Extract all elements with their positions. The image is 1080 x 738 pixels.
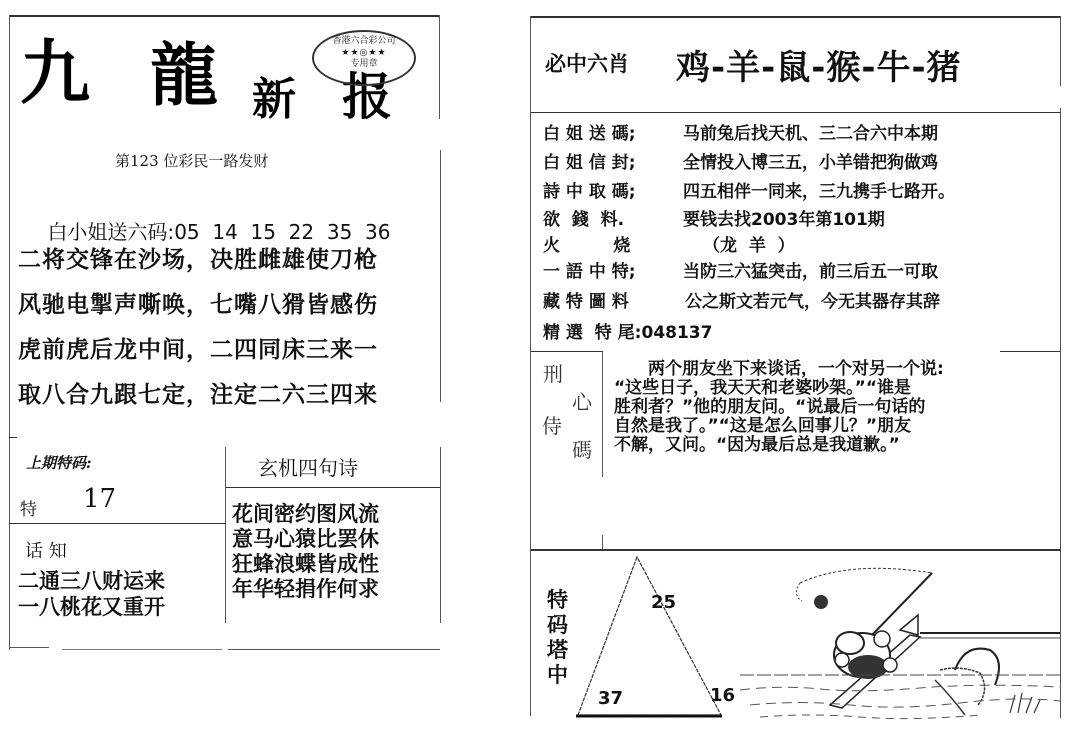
heart-code-divider-low [602, 535, 603, 549]
right-right-border [1060, 108, 1061, 718]
story-line-4: 自然是我了。”“这是怎么回事儿？”朋友 [614, 416, 912, 436]
heart-label-char-2: 心 [572, 390, 592, 414]
last-special-label: 上期特码: [26, 454, 92, 472]
mystery-poem-line-3: 狂蜂浪蝶皆成性 [232, 552, 379, 576]
info-label-4: 欲 錢 料. [543, 210, 625, 230]
notice-line-2: 一八桃花又重开 [18, 595, 165, 619]
heart-label-char-3: 侍 [542, 414, 562, 438]
lower-right-border [440, 447, 441, 623]
subtitle: 第123 位彩民一路发财 [115, 152, 269, 170]
tower-top-number: 25 [651, 592, 677, 613]
lower-divider [225, 447, 226, 623]
heart-label-char-1: 刑 [543, 362, 563, 386]
info-text-6: 当防三六猛突击，前三后五一可取 [683, 262, 938, 282]
info-label-3: 詩 中 取 碼; [543, 182, 636, 202]
tower-label: 特码塔中 [547, 588, 568, 687]
stamp-top-text: 香港六合彩公司 [332, 36, 396, 46]
tower-top-border [531, 549, 1061, 551]
masthead-char-3: 新 [252, 74, 296, 125]
six-zodiac-list: 鸡-羊-鼠-猴-牛-猪 [676, 48, 962, 88]
info-text-5: （龙 羊 ） [703, 236, 795, 256]
mystery-poem-line-2: 意马心猿比罢休 [232, 527, 379, 551]
info-row-3 [543, 177, 955, 202]
poem-line-4: 取八合九跟七定，注定二六三四来 [18, 382, 378, 408]
info-row-2 [543, 148, 938, 173]
info-row-4 [543, 205, 885, 230]
story-line-2: “这些日子，我天天和老婆吵架。”“谁是 [614, 378, 912, 398]
poem-line-1: 二将交锋在沙场，决胜雌雄使刀枪 [18, 247, 378, 273]
mystery-poem-line-4: 年华轻捐作何求 [232, 577, 379, 601]
story-line-3: 胜利者？”他的朋友问。“说最后一句话的 [614, 397, 926, 417]
left-right-border-top [439, 15, 440, 119]
heart-label-char-4: 碼 [572, 438, 592, 462]
info-text-7: 公之斯文若元气，今无其器存其辞 [685, 292, 940, 312]
last-special-underline [9, 523, 226, 524]
six-codes-label: 白小姐送六码: [47, 220, 175, 244]
info-text-8: 048137 [641, 323, 713, 343]
info-text-1: 马前兔后找天机、三二合六中本期 [683, 124, 938, 144]
header-divider [531, 112, 1061, 113]
bottom-border-b [62, 649, 222, 650]
info-label-7: 藏 特 圖 料 [543, 292, 629, 312]
right-top-border [531, 16, 1061, 18]
pyramid-triangle-icon [574, 555, 724, 720]
fisherman-cartoon-illustration [740, 555, 1060, 720]
bottom-border-a [9, 647, 49, 648]
info-row-6 [543, 257, 938, 282]
info-text-4: 要钱去找2003年第101期 [683, 210, 885, 230]
info-text-3: 四五相伴一同来，三九携手七路开。 [683, 182, 955, 202]
masthead-char-1: 九 [20, 31, 90, 114]
info-text-2: 全情投入博三五，小羊错把狗做鸡 [683, 153, 938, 173]
story-line-1: 两个朋友坐下来谈话，一个对另一个说: [614, 359, 944, 379]
poem-line-2: 风驰电掣声嘶唤，七嘴八猾皆感伤 [18, 292, 378, 318]
poem-line-3: 虎前虎后龙中间，二四同床三来一 [18, 337, 378, 363]
mystery-title-underline [226, 487, 440, 488]
info-label-1: 白 姐 送 碼; [543, 124, 636, 144]
mystery-poem-line-1: 花间密约图风流 [232, 502, 379, 526]
info-label-2: 白 姐 信 封; [543, 153, 636, 173]
masthead-char-4: 报 [342, 67, 392, 126]
stamp-stars-icon: ★★◎★★ [341, 47, 387, 58]
tick-mark [9, 437, 17, 438]
info-row-8 [543, 318, 712, 343]
right-left-border [530, 16, 531, 716]
heart-code-top-right [1000, 351, 1060, 352]
mystery-poem-body [232, 502, 379, 602]
story-line-5: 不解，又问。“因为最后总是我道歉。” [614, 435, 900, 455]
joke-story [614, 360, 1044, 455]
info-row-7 [543, 287, 940, 312]
stamp-bottom-text: 专用章 [350, 59, 378, 70]
mystery-poem-title: 玄机四句诗 [258, 456, 358, 480]
te-label: 特 [20, 500, 37, 520]
heart-code-divider [602, 352, 603, 477]
left-top-border [10, 15, 440, 17]
notice-line-1: 二通三八财运来 [18, 569, 165, 593]
info-row-1 [543, 119, 938, 144]
notice-label: 话 知 [25, 541, 67, 562]
info-label-5: 火 烧 [543, 236, 631, 256]
six-zodiac-prefix: 必中六肖 [545, 52, 629, 76]
left-left-border [9, 15, 10, 650]
left-right-border-mid [440, 150, 441, 402]
six-codes-numbers: 05 14 15 22 35 36 [174, 220, 391, 244]
masthead-char-2: 龍 [150, 36, 219, 116]
notice-text [18, 568, 165, 620]
info-label-6: 一 語 中 特; [543, 262, 636, 282]
tower-bottom-right-number: 16 [710, 685, 736, 706]
official-stamp [312, 30, 416, 86]
heart-code-top-left [531, 351, 603, 352]
tower-bottom-left-number: 37 [598, 688, 624, 709]
info-row-5 [543, 231, 795, 256]
right-right-border-top [1060, 16, 1061, 86]
bottom-border-c [228, 649, 440, 650]
info-label-8: 精 選 特 尾: [543, 323, 642, 343]
last-special-value: 17 [83, 484, 117, 514]
